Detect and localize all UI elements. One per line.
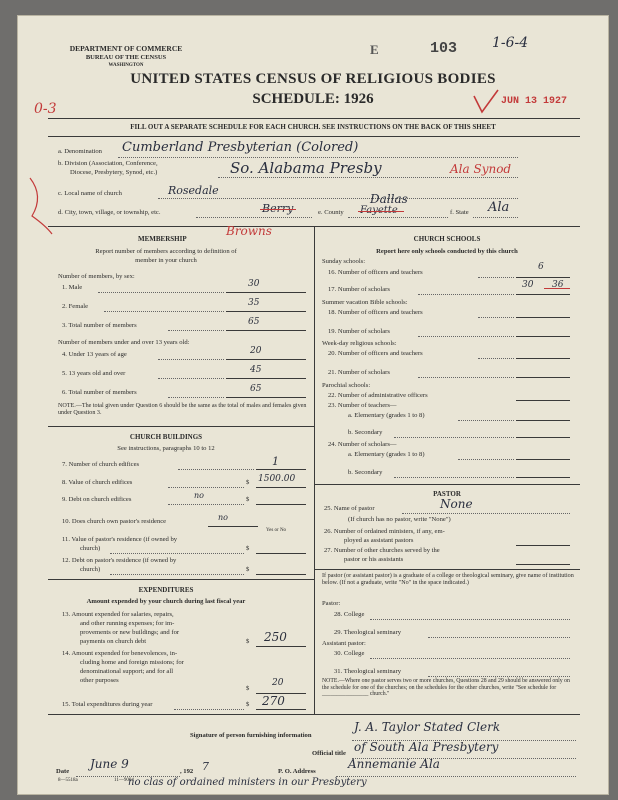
q17-label: 17. Number of scholars (328, 286, 390, 293)
form-title: UNITED STATES CENSUS OF RELIGIOUS BODIES (130, 71, 496, 87)
by-sex-label: Number of members, by sex: (58, 273, 135, 280)
female-label: 2. Female (62, 303, 89, 310)
county-struck: Fayette (360, 205, 398, 216)
q25-value: None (440, 497, 473, 511)
total-6-label: 6. Total number of members (62, 389, 137, 396)
schools-sub: Report here only schools conducted by this church (376, 248, 518, 255)
division-label: b. Division (Association, Conference, (58, 160, 158, 167)
q11-label-2: church) (80, 545, 101, 552)
q12-label: 12. Debt on pastor's residence (if owned by (62, 557, 177, 564)
q15-label: 15. Total expenditures during year (62, 701, 153, 708)
expenditures-heading: EXPENDITURES (138, 586, 194, 594)
q29-label: 29. Theological seminary (334, 629, 402, 636)
signature-label: Signature of person furnishing information (190, 732, 312, 739)
summer-label: Summer vacation Bible schools: (322, 299, 408, 306)
sunday-label: Sunday schools: (322, 258, 366, 265)
q16-value: 6 (538, 262, 544, 272)
membership-note: NOTE.—The total given under Question 6 should be the same as the total of males and females given under Question 3. (58, 403, 307, 417)
under-13-value: 20 (250, 346, 262, 356)
total-value: 65 (248, 317, 260, 327)
date-label: Date (56, 768, 70, 775)
over-13-value: 45 (250, 365, 262, 375)
division-value: So. Alabama Presby (230, 159, 382, 177)
q14-label-4: other purposes (80, 677, 119, 684)
buildings-sub: See instructions, paragraphs 10 to 12 (117, 445, 215, 452)
q17-struck: 36 (552, 280, 564, 290)
q24b-label: b. Secondary (348, 469, 383, 476)
q10-label: 10. Does church own pastor's residence (62, 518, 167, 525)
q21-label: 21. Number of scholars (328, 369, 390, 376)
q23b-label: b. Secondary (348, 429, 383, 436)
form-code-1: 8—5518a (58, 778, 78, 783)
division-label-2: Diocese, Presbytery, Synod, etc.) (70, 169, 158, 176)
q24-label: 24. Number of scholars— (328, 441, 397, 448)
state-label: f. State (450, 209, 469, 216)
over-13-label: 5. 13 years old and over (62, 370, 126, 377)
year-value: 7 (202, 760, 209, 773)
signature-value: J. A. Taylor Stated Clerk (354, 720, 501, 734)
male-label: 1. Male (62, 284, 83, 291)
q15-value: 270 (262, 694, 285, 708)
q17-value: 30 (522, 280, 534, 290)
state-value: Ala (488, 200, 510, 215)
pastor-sub-label: Pastor: (322, 600, 341, 607)
official-title-label: Official title (312, 750, 346, 757)
pastor-note: NOTE.—Where one pastor serves two or more churches, Questions 28 and 29 should be answered only on the schedule for one of the churches; on the schedules for the other churches, write "See schedule for ________________ church." (322, 678, 570, 698)
schedule-title: SCHEDULE: 1926 (252, 91, 374, 107)
q8-value: 1500.00 (258, 474, 296, 484)
age-intro: Number of members under and over 13 years old: (58, 339, 190, 346)
q13-label-2: and other running expenses; for im- (80, 620, 175, 627)
q12-label-2: church) (80, 566, 101, 573)
q8-label: 8. Value of church edifices (62, 479, 133, 486)
handwritten-code: 1-6-4 (492, 35, 529, 51)
q28-label: 28. College (334, 611, 365, 618)
q13-label-4: payments on church debt (80, 638, 147, 645)
membership-intro-1: Report number of members according to definition of (95, 248, 237, 255)
form-number: 103 (430, 40, 458, 57)
q16-label: 16. Number of officers and teachers (328, 269, 423, 276)
assistant-label: Assistant pastor: (322, 640, 366, 647)
q25-note: (If church has no pastor, write "None") (348, 516, 451, 523)
under-13-label: 4. Under 13 years of age (62, 351, 127, 358)
dept-name: DEPARTMENT OF COMMERCE (69, 44, 183, 53)
q10-value: no (218, 513, 228, 522)
denomination-value: Cumberland Presbyterian (Colored) (122, 140, 359, 155)
red-margin-mark (26, 176, 56, 236)
q14-label-3: denominational support; and for all (80, 668, 174, 675)
division-red-note: Ala Synod (450, 162, 512, 176)
yes-no-label: Yes or No (266, 528, 287, 533)
q19-label: 19. Number of scholars (328, 328, 390, 335)
city-name: WASHINGTON (108, 63, 144, 68)
official-title-value: of South Ala Presbytery (354, 740, 499, 754)
q14-value: 20 (272, 678, 284, 688)
bureau-name: BUREAU OF THE CENSUS (85, 54, 167, 61)
male-value: 30 (248, 279, 260, 289)
total-label: 3. Total number of members (62, 322, 137, 329)
q14-label-2: cluding home and foreign missions; for (80, 659, 184, 666)
q7-label: 7. Number of church edifices (62, 461, 140, 468)
membership-heading: MEMBERSHIP (138, 235, 187, 243)
q27-label-2: pastor or his assistants (344, 556, 404, 563)
po-address-label: P. O. Address (278, 768, 316, 775)
q23-label: 23. Number of teachers— (328, 402, 397, 409)
female-value: 35 (248, 298, 260, 308)
red-mark: 0-3 (34, 101, 57, 117)
county-label: e. County (318, 209, 344, 216)
date-value: June 9 (90, 757, 129, 771)
form-letter: E (370, 42, 379, 57)
weekday-label: Week-day religious schools: (322, 340, 397, 347)
q18-label: 18. Number of officers and teachers (328, 309, 423, 316)
q30-label: 30. College (334, 650, 365, 657)
local-name-value: Rosedale (168, 184, 219, 197)
city-value: Berry (262, 202, 294, 215)
census-schedule-page: DEPARTMENT OF COMMERCE BUREAU OF THE CENSUS WASHINGTON E 103 1-6-4 JUN 13 1927 0-3 UNITED STATES CENSUS OF RELIGIOUS BODIES SCHEDULE: 1926 FILL OUT A SEPARATE SCHEDULE FOR EACH CHURCH. SEE INSTRUCTIONS ON THE BACK OF THIS SHEET a. Denomination Cumberland Presbyterian (Colored) b. Division (Association, Conference, Diocese, Presbytery, Synod, etc.) So. Alabama Presby Ala Synod c. Local name of church Rosedale d. City, town, village, or township, etc. Berry e. County Dallas Fayette f. State Ala MEMBERSHIP Browns Report number of members according to definition of member in your church Number of members, by sex: 1. Male 30 2. Female 35 3. Total number of members 65 Number of members under and over 13 years old: 4. Under 13 years of age 20 5. 13 years old and over 45 6. Total number of members 65 NOTE.—The total given under Question 6 should be the same as the total of males and females given under Question 3. CHURCH BUILDINGS See instructions, paragraphs 10 to 12 7. Number of church edifices 1 8. Value of church edifices $ 1500.00 9. Debt on church edifices $ no 10. Does church own pastor's residence no Yes or No 11. Value of pastor's residence (if owned by church) $ 12. Debt on pastor's residence (if owned by church) $ EXPENDITURES Amount expended by your church during last fiscal year 13. Amount expended for salaries, repairs, and other running expenses; for im- provements or new buildings; and for payments on church debt $ 250 14. Amount expended for benevolences, in- cluding home and foreign missions; for denominational support; and for all other purposes $ 20 15. Total expenditures during year $ 270 CHURCH SCHOOLS Report here only schools conducted by this church Sunday schools: 16. Number of officers and teachers 6 17. Number of scholars 30 36 Summer vacation Bible schools: 18. Number of officers and teachers 19. Number of scholars Week-day religious schools: 20. Number of officers and teachers 21. Number of scholars Parochial schools: 22. Number of administrative officers 23. Number of teachers— a. Elementary (grades 1 to 8) b. Secondary 24. Number of scholars— a. Elementary (grades 1 to 8) b. Secondary PASTOR 25. Name of pastor None (If church has no pastor, write "None") 26. Number of ordained ministers, if any, em- ployed as assistant pastors 27. Number of other churches served by the pastor or his assistants If pastor (or assistant pastor) is a graduate of a college or theological seminary, give name of institution below. (If not a graduate, write "No" in the space indicated.) Pastor: 28. College 29. Theological seminary Assistant pastor: 30. College 31. Theological seminary NOTE.—Where one pastor serves two or more churches, Questions 28 and 29 should be answered only on the schedule for one of the churches; on the schedules for the other churches, write "See schedule for ________________ church." Signature of person furnishing information J. A. Taylor Stated Clerk Official title of South Ala Presbytery Date June 9 , 192 7 P. O. Address Annemanie Ala 8—5518a 11—9004 no clas of ordained ministers in our Presbytery (17, 15, 609, 795)
q25-label: 25. Name of pastor (324, 505, 375, 512)
q24a-label: a. Elementary (grades 1 to 8) (348, 451, 425, 458)
q13-label: 13. Amount expended for salaries, repairs, (62, 611, 174, 618)
city-label: d. City, town, village, or township, etc. (58, 209, 161, 216)
schools-heading: CHURCH SCHOOLS (413, 235, 481, 243)
year-label: , 192 (180, 768, 194, 775)
local-name-label: c. Local name of church (58, 190, 122, 197)
q26-label-2: ployed as assistant pastors (344, 537, 414, 544)
denomination-label: a. Denomination (58, 148, 102, 155)
q20-label: 20. Number of officers and teachers (328, 350, 423, 357)
graduate-note: If pastor (or assistant pastor) is a graduate of a college or theological seminary, give name of institution below. (If not a graduate, write "No" in the space indicated.) (322, 573, 574, 587)
q13-label-3: provements or new buildings; and for (80, 629, 180, 636)
q9-label: 9. Debt on church edifices (62, 496, 132, 503)
q26-label: 26. Number of ordained ministers, if any, em- (324, 528, 445, 535)
q23a-label: a. Elementary (grades 1 to 8) (348, 412, 425, 419)
expenditures-sub: Amount expended by your church during last fiscal year (86, 598, 246, 605)
instructions: FILL OUT A SEPARATE SCHEDULE FOR EACH CHURCH. SEE INSTRUCTIONS ON THE BACK OF THIS SHEET (130, 123, 496, 131)
q27-label: 27. Number of other churches served by the (324, 547, 440, 554)
membership-intro-2: member in your church (135, 257, 197, 264)
received-stamp: JUN 13 1927 (501, 96, 568, 107)
q7-value: 1 (272, 455, 279, 468)
q13-value: 250 (264, 630, 287, 644)
pastor-heading: PASTOR (433, 490, 461, 498)
buildings-heading: CHURCH BUILDINGS (129, 433, 203, 441)
total-6-value: 65 (250, 384, 262, 394)
parochial-label: Parochial schools: (322, 382, 371, 389)
q9-value: no (194, 491, 204, 500)
form-code-2: 11—9004 (114, 778, 134, 783)
q31-label: 31. Theological seminary (334, 668, 402, 675)
q14-label: 14. Amount expended for benevolences, in- (62, 650, 178, 657)
bottom-handwriting: no clas of ordained ministers in our Presbytery (128, 777, 367, 788)
membership-red-note: Browns (226, 224, 272, 238)
q22-label: 22. Number of administrative officers (328, 392, 428, 399)
q11-label: 11. Value of pastor's residence (if owned by (62, 536, 178, 543)
county-value: Dallas (370, 192, 408, 206)
po-address-value: Annemanie Ala (348, 757, 440, 771)
